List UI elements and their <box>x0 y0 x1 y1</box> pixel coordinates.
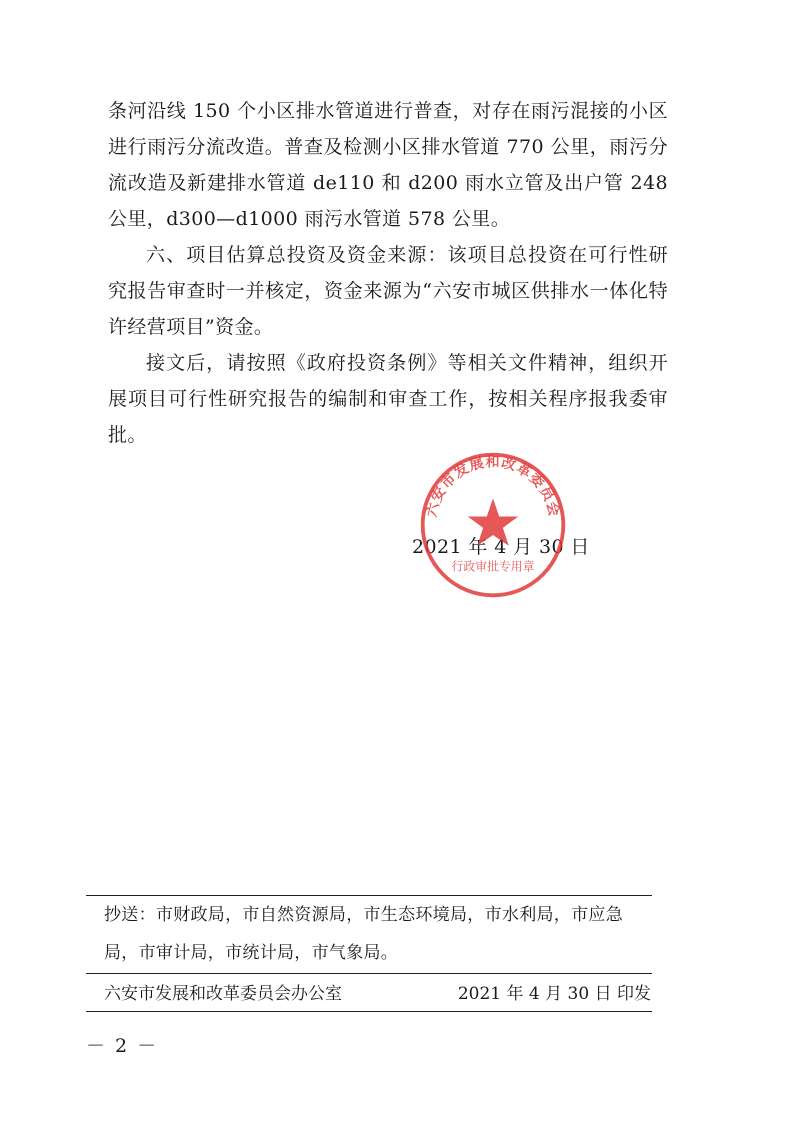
official-seal-stamp <box>417 449 569 601</box>
divider-middle <box>86 973 652 974</box>
divider-bottom <box>86 1011 652 1012</box>
body-paragraph-funding: 六、项目估算总投资及资金来源：该项目总投资在可行性研究报告审查时一并核定，资金来源为“六安市城区供排水一体化特许经营项目”资金。 <box>108 244 668 338</box>
body-paragraph-instructions: 接文后，请按照《政府投资条例》等相关文件精神，组织开展项目可行性研究报告的编制和审查工作，按相关程序报我委审批。 <box>108 352 668 446</box>
seal-bottom-text: 行政审批专用章 <box>451 559 535 574</box>
issuing-office: 六安市发展和改革委员会办公室 <box>104 984 342 1004</box>
signature-date: 2021 年 4 月 30 日 <box>412 536 590 558</box>
issue-date: 2021 年 4 月 30 日 印发 <box>457 984 651 1004</box>
body-paragraph-1: 条河沿线 150 个小区排水管道进行普查，对存在雨污混接的小区进行雨污分流改造。普查及检测小区排水管道 770 公里，雨污分流改造及新建排水管道 de110 和 d200 雨水立管及出户管 248 公里，d300—d1000 雨污水管道 578 公里。 <box>108 100 668 230</box>
seal-arc-text: 六安市发展和改革委员会 <box>424 454 562 519</box>
seal-star-icon <box>468 498 519 546</box>
page-number: － 2 － <box>86 1035 159 1057</box>
cc-list: 抄送：市财政局，市自然资源局，市生态环境局，市水利局，市应急局，市审计局，市统计局，市气象局。 <box>104 905 623 963</box>
